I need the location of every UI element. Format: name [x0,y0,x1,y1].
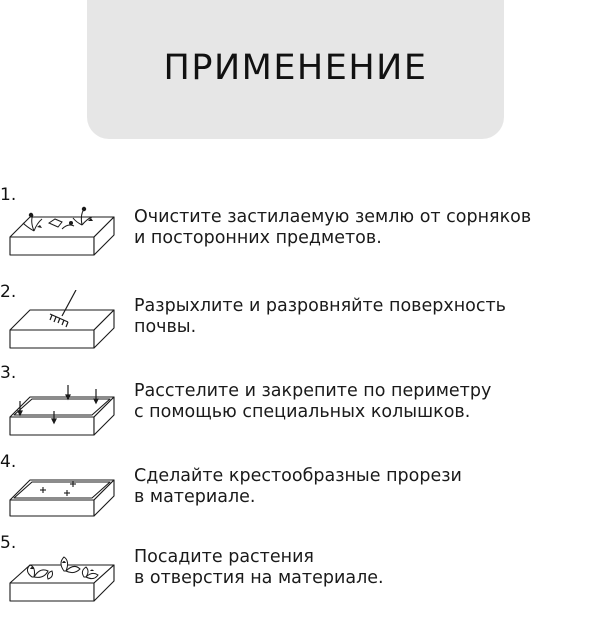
pegs-on-cover-icon [4,371,116,447]
step-description: Посадите растения в отверстия на материале. [134,547,384,588]
page-title: ПРИМЕНЕНИЕ [163,48,428,88]
cross-cuts-icon [4,460,116,536]
step-number: 1. [0,185,17,205]
step-number: 2. [0,282,17,302]
step-description: Очистите застилаемую землю от сорняков и посторонних предметов. [134,207,532,248]
step-number: 5. [0,533,17,553]
step-number: 4. [0,452,17,472]
step-5 [0,533,593,623]
step-3 [0,363,593,453]
rake-on-soil-icon [4,290,116,366]
step-4 [0,452,593,542]
step-description: Расстелите и закрепите по периметру с помощью специальных колышков. [134,381,492,422]
plants-in-cover-icon [4,541,116,617]
step-description: Сделайте крестообразные прорези в материале. [134,466,462,507]
step-1 [0,185,593,275]
step-description: Разрыхлите и разровняйте поверхность почвы. [134,296,506,337]
weeds-on-soil-icon [4,193,116,269]
step-number: 3. [0,363,17,383]
step-2 [0,282,593,372]
